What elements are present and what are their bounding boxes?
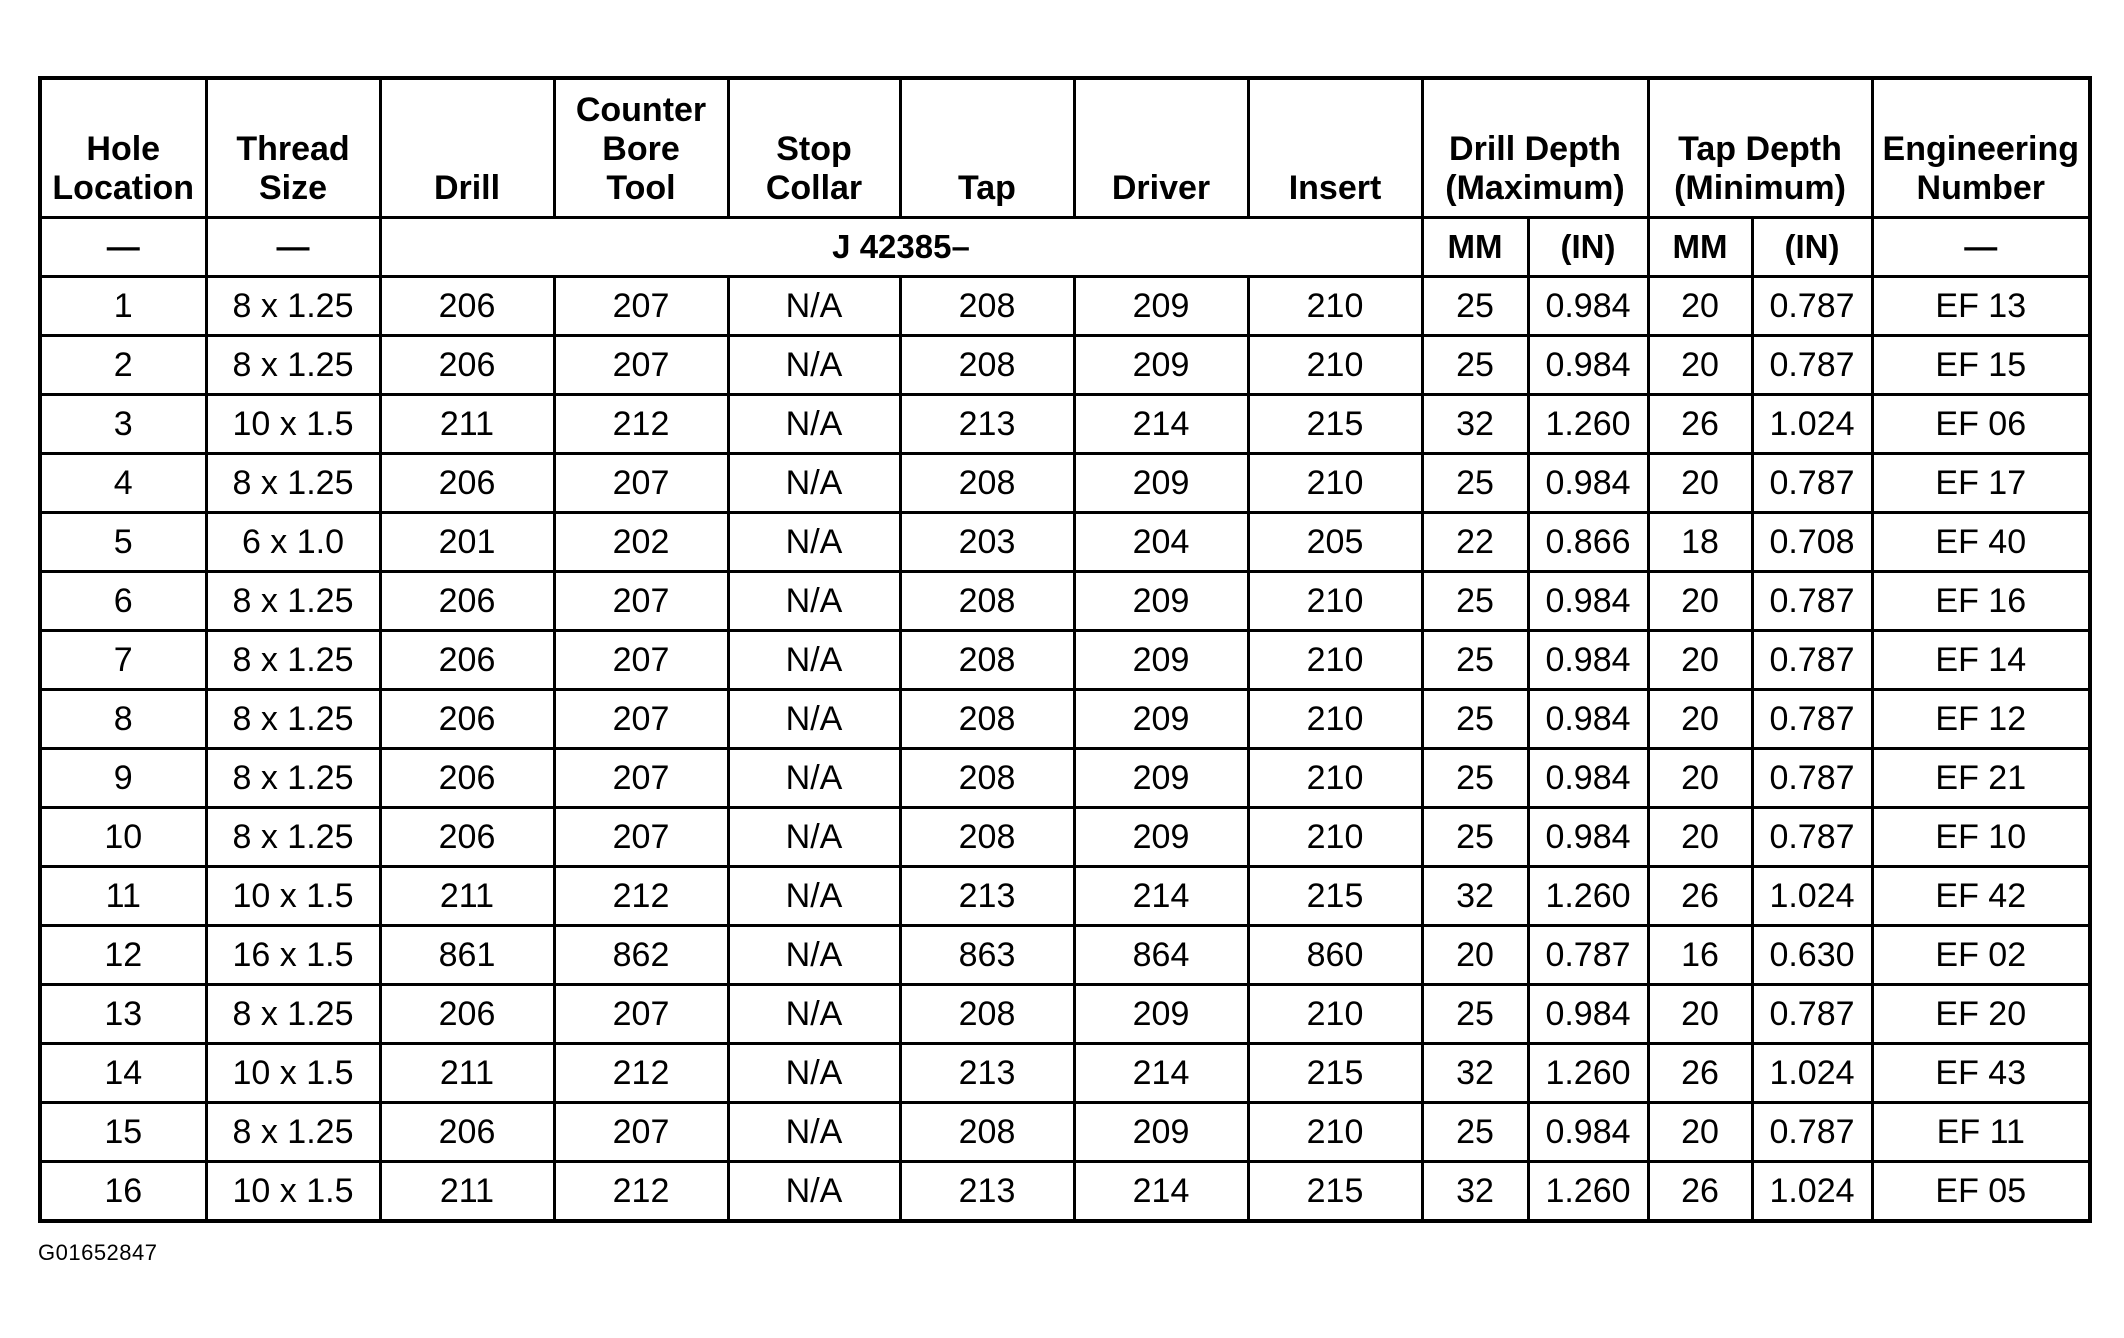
- cell-counter-bore-tool: 207: [554, 277, 728, 336]
- cell-insert: 215: [1248, 867, 1422, 926]
- cell-drill-depth-in: 1.260: [1528, 1044, 1648, 1103]
- cell-hole-location: 3: [40, 395, 206, 454]
- cell-counter-bore-tool: 212: [554, 1044, 728, 1103]
- table-row: [40, 1162, 2090, 1222]
- cell-tap-depth-in: 0.787: [1752, 572, 1872, 631]
- table-header-row: [40, 78, 2090, 218]
- cell-stop-collar: N/A: [728, 631, 900, 690]
- cell-insert: 210: [1248, 690, 1422, 749]
- cell-insert: 215: [1248, 395, 1422, 454]
- cell-counter-bore-tool: 202: [554, 513, 728, 572]
- cell-counter-bore-tool: 212: [554, 867, 728, 926]
- subheader-thread-size: —: [206, 218, 380, 277]
- cell-counter-bore-tool: 207: [554, 336, 728, 395]
- table-row: [40, 867, 2090, 926]
- cell-tap-depth-in: 0.787: [1752, 631, 1872, 690]
- cell-drill-depth-in: 0.984: [1528, 749, 1648, 808]
- cell-counter-bore-tool: 212: [554, 1162, 728, 1222]
- cell-drill-depth-mm: 25: [1422, 336, 1528, 395]
- header-drill: Drill: [380, 78, 554, 218]
- cell-drill-depth-in: 0.787: [1528, 926, 1648, 985]
- table-row: [40, 395, 2090, 454]
- cell-driver: 209: [1074, 277, 1248, 336]
- header-engineering-number: Engineering Number: [1872, 78, 2090, 218]
- cell-driver: 209: [1074, 336, 1248, 395]
- cell-tap-depth-mm: 26: [1648, 867, 1752, 926]
- cell-drill: 206: [380, 808, 554, 867]
- cell-insert: 215: [1248, 1162, 1422, 1222]
- cell-drill: 861: [380, 926, 554, 985]
- cell-engineering-number: EF 02: [1872, 926, 2090, 985]
- cell-tap-depth-in: 0.787: [1752, 985, 1872, 1044]
- cell-hole-location: 14: [40, 1044, 206, 1103]
- cell-drill-depth-in: 1.260: [1528, 1162, 1648, 1222]
- cell-drill-depth-mm: 25: [1422, 572, 1528, 631]
- cell-stop-collar: N/A: [728, 1103, 900, 1162]
- cell-thread-size: 8 x 1.25: [206, 277, 380, 336]
- cell-hole-location: 8: [40, 690, 206, 749]
- cell-stop-collar: N/A: [728, 926, 900, 985]
- cell-driver: 214: [1074, 867, 1248, 926]
- cell-tap-depth-mm: 20: [1648, 690, 1752, 749]
- cell-thread-size: 8 x 1.25: [206, 1103, 380, 1162]
- cell-driver: 204: [1074, 513, 1248, 572]
- cell-thread-size: 8 x 1.25: [206, 808, 380, 867]
- cell-tap-depth-mm: 26: [1648, 1044, 1752, 1103]
- cell-driver: 214: [1074, 395, 1248, 454]
- cell-tap: 213: [900, 1162, 1074, 1222]
- cell-drill-depth-mm: 32: [1422, 395, 1528, 454]
- cell-tap: 208: [900, 749, 1074, 808]
- cell-counter-bore-tool: 212: [554, 395, 728, 454]
- cell-engineering-number: EF 11: [1872, 1103, 2090, 1162]
- subheader-tap-depth-in: (IN): [1752, 218, 1872, 277]
- cell-engineering-number: EF 17: [1872, 454, 2090, 513]
- cell-engineering-number: EF 43: [1872, 1044, 2090, 1103]
- cell-tap: 208: [900, 690, 1074, 749]
- cell-thread-size: 8 x 1.25: [206, 749, 380, 808]
- cell-thread-size: 8 x 1.25: [206, 336, 380, 395]
- cell-tap: 208: [900, 572, 1074, 631]
- cell-drill: 206: [380, 277, 554, 336]
- cell-hole-location: 15: [40, 1103, 206, 1162]
- table-row: [40, 336, 2090, 395]
- table-row: [40, 926, 2090, 985]
- cell-drill-depth-in: 0.984: [1528, 985, 1648, 1044]
- cell-drill-depth-mm: 25: [1422, 1103, 1528, 1162]
- table-body: [40, 277, 2090, 1222]
- cell-tap-depth-mm: 26: [1648, 395, 1752, 454]
- cell-tap-depth-in: 0.787: [1752, 277, 1872, 336]
- cell-tap: 208: [900, 454, 1074, 513]
- header-insert: Insert: [1248, 78, 1422, 218]
- cell-thread-size: 6 x 1.0: [206, 513, 380, 572]
- cell-engineering-number: EF 20: [1872, 985, 2090, 1044]
- cell-insert: 210: [1248, 336, 1422, 395]
- cell-tap-depth-in: 1.024: [1752, 1044, 1872, 1103]
- table-row: [40, 749, 2090, 808]
- cell-driver: 214: [1074, 1044, 1248, 1103]
- cell-stop-collar: N/A: [728, 1162, 900, 1222]
- cell-insert: 210: [1248, 572, 1422, 631]
- cell-counter-bore-tool: 207: [554, 1103, 728, 1162]
- cell-tap: 203: [900, 513, 1074, 572]
- cell-driver: 864: [1074, 926, 1248, 985]
- cell-tap-depth-mm: 16: [1648, 926, 1752, 985]
- cell-drill: 206: [380, 631, 554, 690]
- figure-code: G01652847: [38, 1240, 158, 1265]
- cell-tap-depth-in: 0.787: [1752, 1103, 1872, 1162]
- cell-drill-depth-in: 0.866: [1528, 513, 1648, 572]
- header-counter-bore-tool: Counter Bore Tool: [554, 78, 728, 218]
- cell-counter-bore-tool: 862: [554, 926, 728, 985]
- cell-drill: 206: [380, 985, 554, 1044]
- cell-stop-collar: N/A: [728, 336, 900, 395]
- subheader-drill-depth-in: (IN): [1528, 218, 1648, 277]
- cell-engineering-number: EF 40: [1872, 513, 2090, 572]
- cell-engineering-number: EF 14: [1872, 631, 2090, 690]
- cell-drill: 206: [380, 690, 554, 749]
- cell-hole-location: 1: [40, 277, 206, 336]
- cell-tap-depth-mm: 20: [1648, 277, 1752, 336]
- cell-tap: 213: [900, 1044, 1074, 1103]
- cell-tap-depth-mm: 20: [1648, 631, 1752, 690]
- cell-drill-depth-in: 0.984: [1528, 631, 1648, 690]
- cell-tap-depth-mm: 20: [1648, 985, 1752, 1044]
- table-row: [40, 454, 2090, 513]
- cell-stop-collar: N/A: [728, 395, 900, 454]
- cell-drill-depth-mm: 25: [1422, 277, 1528, 336]
- cell-stop-collar: N/A: [728, 808, 900, 867]
- cell-thread-size: 10 x 1.5: [206, 867, 380, 926]
- header-thread-size: Thread Size: [206, 78, 380, 218]
- header-drill-depth: Drill Depth (Maximum): [1422, 78, 1648, 218]
- cell-tap-depth-in: 0.787: [1752, 336, 1872, 395]
- cell-insert: 215: [1248, 1044, 1422, 1103]
- cell-driver: 214: [1074, 1162, 1248, 1222]
- cell-stop-collar: N/A: [728, 749, 900, 808]
- cell-drill-depth-in: 0.984: [1528, 808, 1648, 867]
- cell-tap-depth-mm: 20: [1648, 454, 1752, 513]
- cell-counter-bore-tool: 207: [554, 631, 728, 690]
- table-row: [40, 1044, 2090, 1103]
- cell-engineering-number: EF 21: [1872, 749, 2090, 808]
- cell-insert: 210: [1248, 454, 1422, 513]
- cell-drill-depth-mm: 32: [1422, 1162, 1528, 1222]
- cell-thread-size: 16 x 1.5: [206, 926, 380, 985]
- cell-engineering-number: EF 06: [1872, 395, 2090, 454]
- cell-tap-depth-in: 0.630: [1752, 926, 1872, 985]
- cell-tap-depth-in: 1.024: [1752, 867, 1872, 926]
- cell-engineering-number: EF 13: [1872, 277, 2090, 336]
- cell-driver: 209: [1074, 572, 1248, 631]
- table-row: [40, 808, 2090, 867]
- cell-counter-bore-tool: 207: [554, 690, 728, 749]
- cell-drill: 201: [380, 513, 554, 572]
- cell-drill-depth-in: 0.984: [1528, 277, 1648, 336]
- cell-tap-depth-mm: 20: [1648, 1103, 1752, 1162]
- cell-hole-location: 2: [40, 336, 206, 395]
- cell-tap-depth-in: 1.024: [1752, 1162, 1872, 1222]
- subheader-tap-depth-mm: MM: [1648, 218, 1752, 277]
- cell-counter-bore-tool: 207: [554, 454, 728, 513]
- cell-counter-bore-tool: 207: [554, 808, 728, 867]
- cell-driver: 209: [1074, 985, 1248, 1044]
- cell-drill-depth-mm: 25: [1422, 631, 1528, 690]
- cell-thread-size: 10 x 1.5: [206, 1044, 380, 1103]
- cell-drill: 206: [380, 336, 554, 395]
- cell-thread-size: 10 x 1.5: [206, 1162, 380, 1222]
- cell-driver: 209: [1074, 454, 1248, 513]
- cell-drill-depth-in: 0.984: [1528, 1103, 1648, 1162]
- cell-drill-depth-in: 0.984: [1528, 454, 1648, 513]
- cell-tap-depth-in: 0.787: [1752, 690, 1872, 749]
- cell-drill-depth-in: 1.260: [1528, 867, 1648, 926]
- cell-tap: 208: [900, 336, 1074, 395]
- cell-tap-depth-mm: 20: [1648, 336, 1752, 395]
- cell-drill-depth-mm: 32: [1422, 867, 1528, 926]
- table-subheader-row: [40, 218, 2090, 277]
- cell-hole-location: 4: [40, 454, 206, 513]
- cell-drill: 206: [380, 1103, 554, 1162]
- subheader-tool-prefix: J 42385–: [380, 218, 1422, 277]
- cell-insert: 210: [1248, 985, 1422, 1044]
- cell-hole-location: 12: [40, 926, 206, 985]
- cell-drill-depth-in: 0.984: [1528, 572, 1648, 631]
- cell-counter-bore-tool: 207: [554, 749, 728, 808]
- cell-drill: 211: [380, 1162, 554, 1222]
- cell-stop-collar: N/A: [728, 572, 900, 631]
- cell-tap-depth-in: 0.787: [1752, 454, 1872, 513]
- header-tap: Tap: [900, 78, 1074, 218]
- cell-drill: 211: [380, 867, 554, 926]
- cell-hole-location: 10: [40, 808, 206, 867]
- table-row: [40, 277, 2090, 336]
- cell-drill-depth-mm: 22: [1422, 513, 1528, 572]
- cell-tap-depth-in: 0.708: [1752, 513, 1872, 572]
- cell-driver: 209: [1074, 749, 1248, 808]
- cell-drill: 211: [380, 395, 554, 454]
- cell-thread-size: 8 x 1.25: [206, 690, 380, 749]
- cell-stop-collar: N/A: [728, 454, 900, 513]
- cell-thread-size: 8 x 1.25: [206, 454, 380, 513]
- cell-tap-depth-mm: 20: [1648, 749, 1752, 808]
- cell-stop-collar: N/A: [728, 1044, 900, 1103]
- cell-tap: 213: [900, 395, 1074, 454]
- cell-insert: 210: [1248, 277, 1422, 336]
- cell-insert: 210: [1248, 631, 1422, 690]
- cell-engineering-number: EF 15: [1872, 336, 2090, 395]
- cell-engineering-number: EF 12: [1872, 690, 2090, 749]
- cell-insert: 210: [1248, 1103, 1422, 1162]
- cell-tap-depth-mm: 20: [1648, 808, 1752, 867]
- cell-stop-collar: N/A: [728, 985, 900, 1044]
- thread-repair-spec-table: [38, 76, 2092, 1223]
- cell-thread-size: 10 x 1.5: [206, 395, 380, 454]
- table-row: [40, 690, 2090, 749]
- cell-tap: 208: [900, 1103, 1074, 1162]
- cell-engineering-number: EF 10: [1872, 808, 2090, 867]
- cell-tap-depth-mm: 26: [1648, 1162, 1752, 1222]
- table-row: [40, 572, 2090, 631]
- cell-hole-location: 11: [40, 867, 206, 926]
- cell-drill: 206: [380, 749, 554, 808]
- cell-drill-depth-in: 1.260: [1528, 395, 1648, 454]
- cell-drill: 206: [380, 454, 554, 513]
- subheader-drill-depth-mm: MM: [1422, 218, 1528, 277]
- header-stop-collar: Stop Collar: [728, 78, 900, 218]
- cell-tap: 208: [900, 808, 1074, 867]
- cell-drill-depth-mm: 25: [1422, 690, 1528, 749]
- cell-drill-depth-mm: 25: [1422, 454, 1528, 513]
- cell-stop-collar: N/A: [728, 513, 900, 572]
- cell-counter-bore-tool: 207: [554, 572, 728, 631]
- table-row: [40, 1103, 2090, 1162]
- cell-driver: 209: [1074, 690, 1248, 749]
- cell-tap-depth-in: 0.787: [1752, 749, 1872, 808]
- cell-tap-depth-mm: 18: [1648, 513, 1752, 572]
- cell-hole-location: 16: [40, 1162, 206, 1222]
- cell-hole-location: 7: [40, 631, 206, 690]
- cell-thread-size: 8 x 1.25: [206, 985, 380, 1044]
- cell-tap-depth-in: 0.787: [1752, 808, 1872, 867]
- cell-tap: 208: [900, 985, 1074, 1044]
- cell-hole-location: 13: [40, 985, 206, 1044]
- cell-tap: 213: [900, 867, 1074, 926]
- table-row: [40, 631, 2090, 690]
- cell-insert: 210: [1248, 749, 1422, 808]
- cell-engineering-number: EF 42: [1872, 867, 2090, 926]
- cell-tap: 863: [900, 926, 1074, 985]
- cell-drill: 206: [380, 572, 554, 631]
- cell-drill-depth-in: 0.984: [1528, 690, 1648, 749]
- cell-driver: 209: [1074, 631, 1248, 690]
- header-hole-location: Hole Location: [40, 78, 206, 218]
- cell-tap: 208: [900, 631, 1074, 690]
- cell-drill-depth-mm: 32: [1422, 1044, 1528, 1103]
- cell-drill-depth-mm: 25: [1422, 808, 1528, 867]
- cell-tap-depth-in: 1.024: [1752, 395, 1872, 454]
- cell-driver: 209: [1074, 1103, 1248, 1162]
- cell-insert: 205: [1248, 513, 1422, 572]
- cell-driver: 209: [1074, 808, 1248, 867]
- cell-thread-size: 8 x 1.25: [206, 631, 380, 690]
- cell-tap-depth-mm: 20: [1648, 572, 1752, 631]
- cell-insert: 210: [1248, 808, 1422, 867]
- cell-drill-depth-in: 0.984: [1528, 336, 1648, 395]
- cell-hole-location: 5: [40, 513, 206, 572]
- subheader-engineering-number: —: [1872, 218, 2090, 277]
- cell-engineering-number: EF 16: [1872, 572, 2090, 631]
- cell-hole-location: 9: [40, 749, 206, 808]
- cell-drill-depth-mm: 20: [1422, 926, 1528, 985]
- header-driver: Driver: [1074, 78, 1248, 218]
- cell-stop-collar: N/A: [728, 277, 900, 336]
- cell-tap: 208: [900, 277, 1074, 336]
- cell-thread-size: 8 x 1.25: [206, 572, 380, 631]
- table-row: [40, 513, 2090, 572]
- cell-engineering-number: EF 05: [1872, 1162, 2090, 1222]
- cell-drill-depth-mm: 25: [1422, 749, 1528, 808]
- header-tap-depth: Tap Depth (Minimum): [1648, 78, 1872, 218]
- cell-stop-collar: N/A: [728, 690, 900, 749]
- cell-counter-bore-tool: 207: [554, 985, 728, 1044]
- cell-drill-depth-mm: 25: [1422, 985, 1528, 1044]
- cell-drill: 211: [380, 1044, 554, 1103]
- table-row: [40, 985, 2090, 1044]
- cell-stop-collar: N/A: [728, 867, 900, 926]
- cell-insert: 860: [1248, 926, 1422, 985]
- cell-hole-location: 6: [40, 572, 206, 631]
- subheader-hole-location: —: [40, 218, 206, 277]
